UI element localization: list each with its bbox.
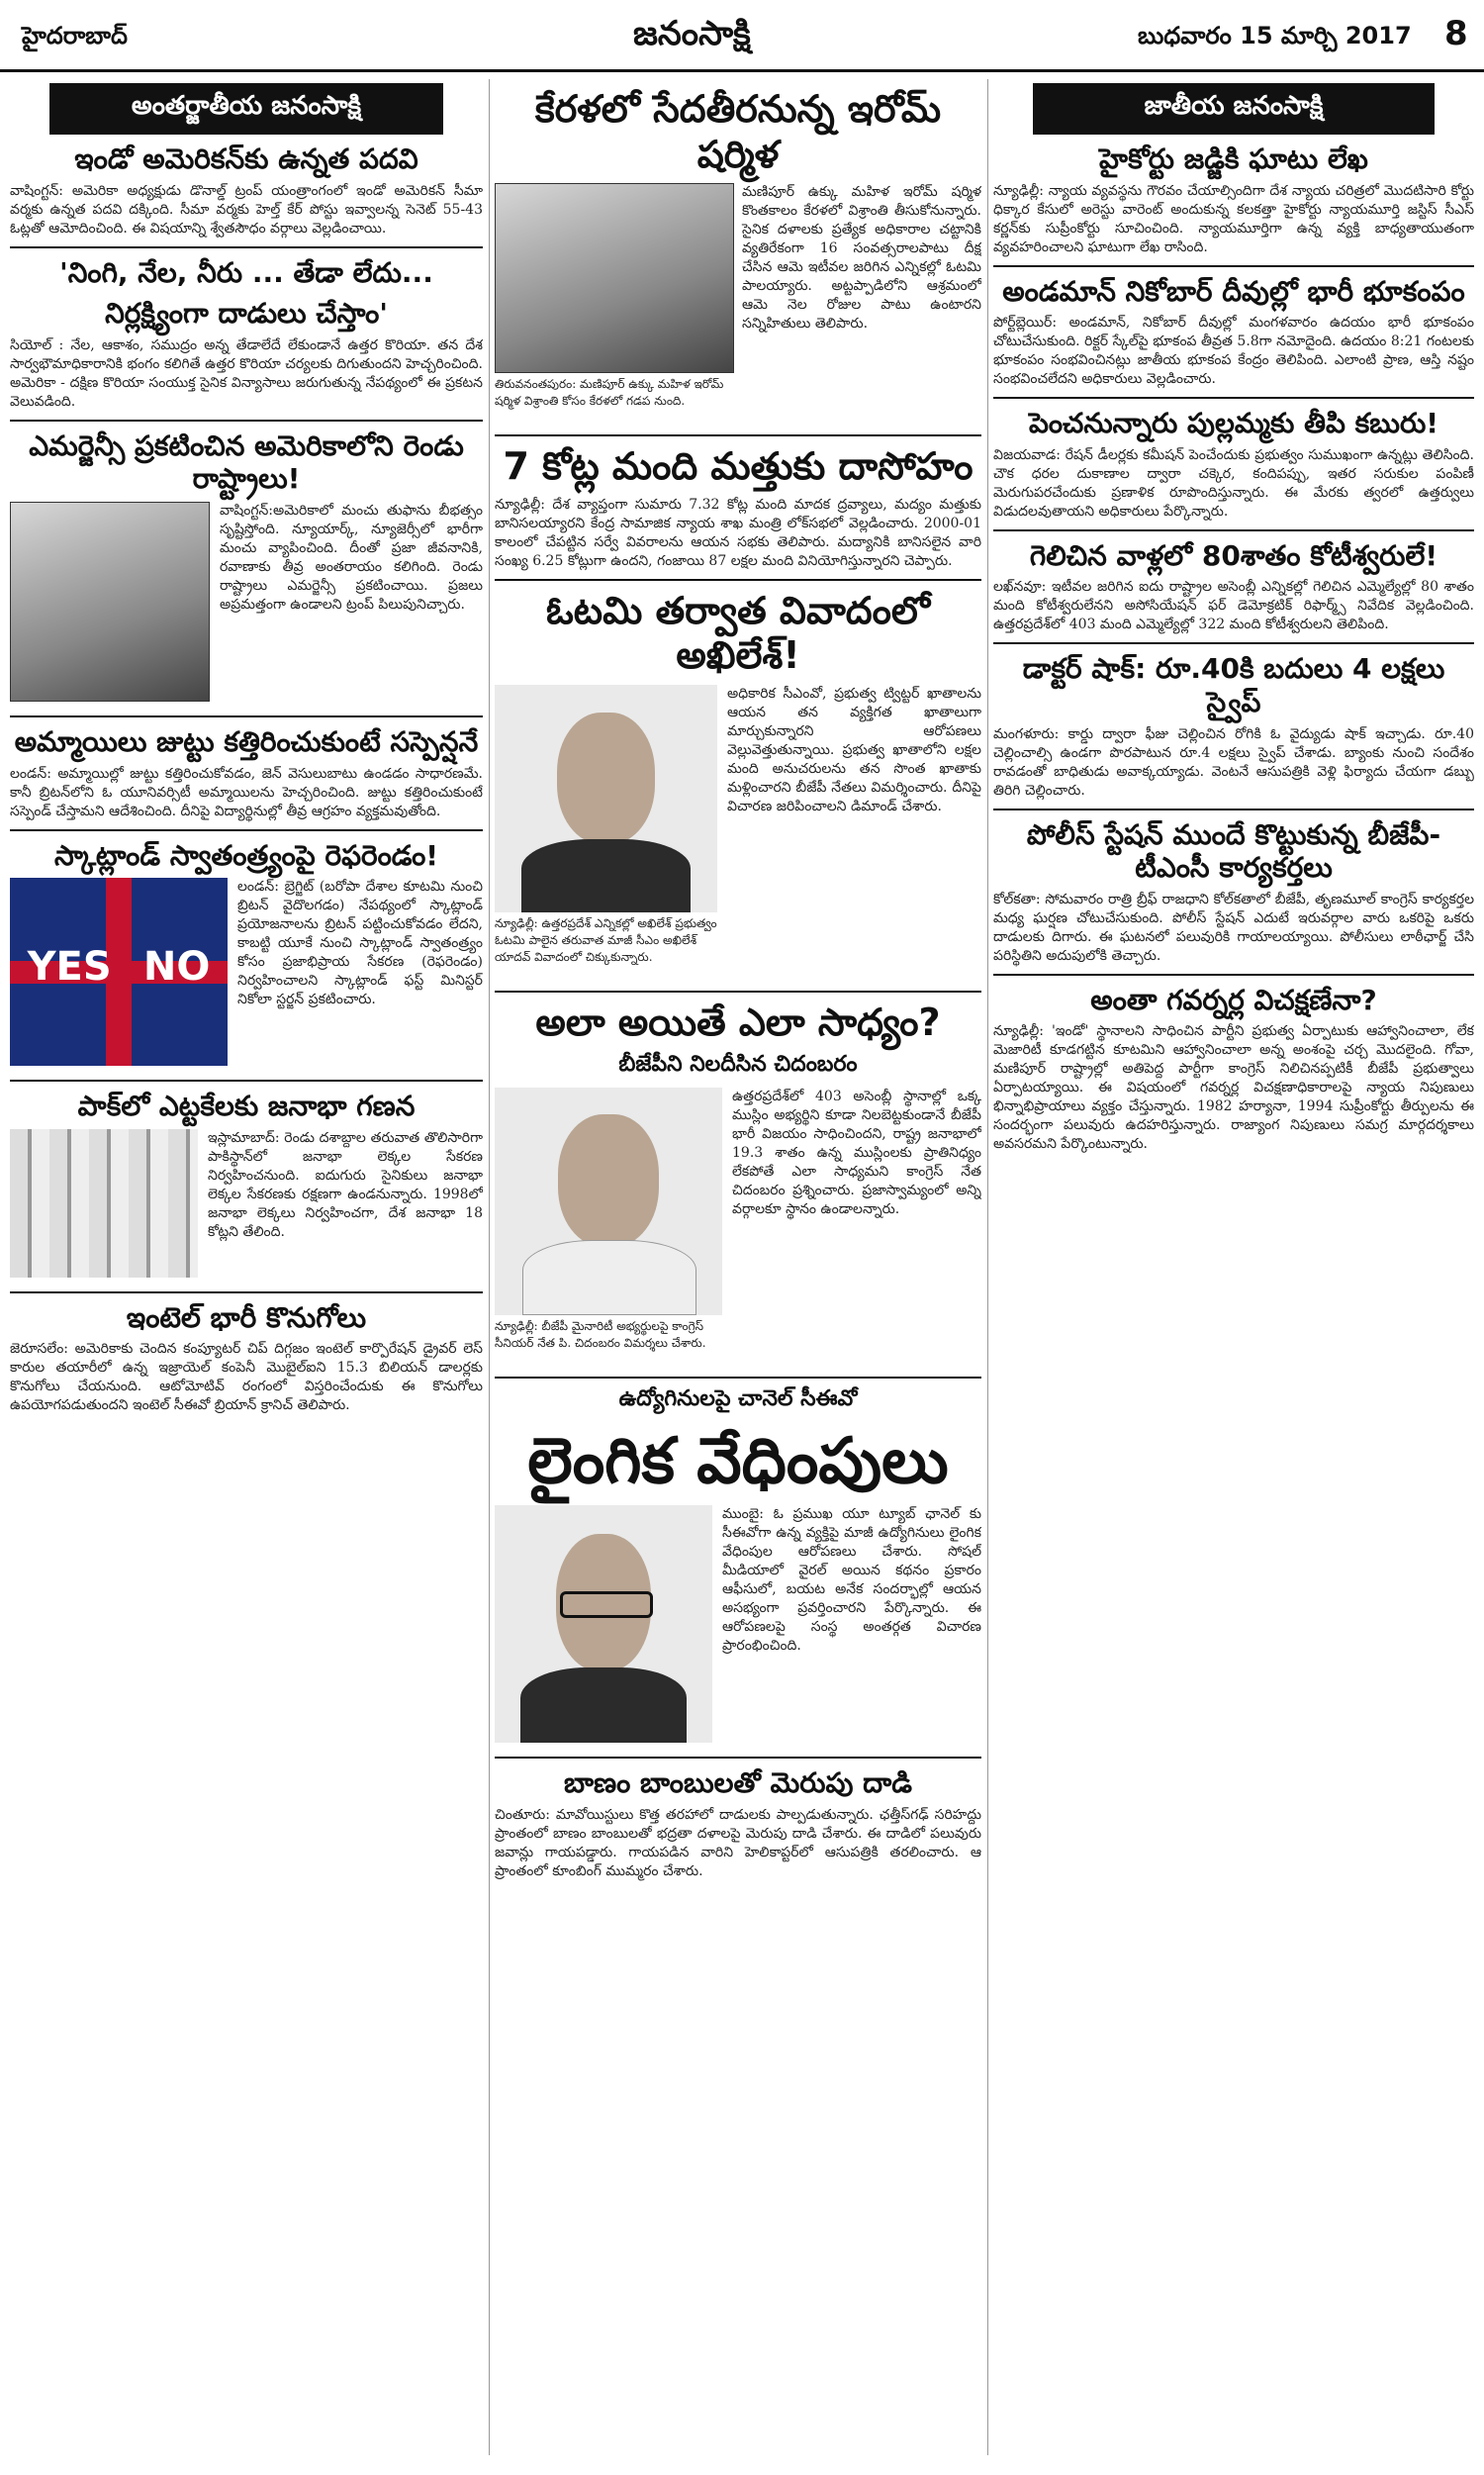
photo-block bbox=[495, 1088, 722, 1363]
divider bbox=[993, 529, 1474, 531]
divider bbox=[495, 1757, 981, 1759]
irom-sharmila-photo bbox=[495, 183, 734, 373]
article-body: ముంబై: ఓ ప్రముఖ యూ ట్యూబ్‌ ఛానెల్‌ కు సీఈవోగా ఉన్న వ్యక్తిపై మాజీ ఉద్యోగినులు లైంగిక వేధింపుల ఆరోపణలు చేశారు. సోషల్‌ మీడియాలో వైరల్‌ అయిన కథనం ప్రకారం ఆఫీసులో, బయట అనేక సందర్భాల్లో ఆయన అసభ్యంగా ప్రవర్తించారని పేర్కొన్నారు. ఈ ఆరోపణలపై సంస్థ అంతర్గత విచారణ ప్రారంభించింది. bbox=[722, 1506, 981, 1655]
column-international bbox=[10, 79, 483, 2455]
newspaper-logo: జనంసాక్షి bbox=[633, 14, 751, 53]
headline-ration-good-news: పెంచనున్నారు పుల్లమ్మకు తీపి కబురు! bbox=[1028, 407, 1439, 440]
headline-andaman-earthquake: అండమాన్‌ నికోబార్‌ దీవుల్లో భారీ భూకంపం bbox=[1002, 274, 1465, 308]
headline-haircut-suspension: అమ్మాయిలు జుట్టు కత్తిరించుకుంటే సస్పెన్షనే bbox=[14, 724, 479, 758]
photo-caption: న్యూఢిల్లీ: ఉత్తరప్రదేశ్‌ ఎన్నికల్లో అఖిలేశ్‌ ప్రభుత్వం ఓటమి పాలైన తరువాత మాజీ సీఎం అఖిలేశ్‌ యాదవ్‌ వివాదంలో చిక్కుకున్నారు. bbox=[495, 915, 717, 964]
snowstorm-photo bbox=[10, 502, 210, 702]
chidambaram-photo bbox=[495, 1088, 722, 1315]
divider bbox=[993, 397, 1474, 399]
divider bbox=[495, 1377, 981, 1379]
photo-block bbox=[495, 685, 717, 977]
headline-chidambaram: అలా అయితే ఎలా సాధ్యం? bbox=[535, 1000, 941, 1044]
section-heading-national: జాతీయ జనంసాక్షి bbox=[1033, 83, 1435, 135]
headline-addiction: 7 కోట్ల మంది మత్తుకు దాసోహం bbox=[503, 444, 974, 489]
no-label: NO bbox=[142, 943, 211, 990]
article-body: లండన్‌: అమ్మాయిల్లో జుట్టు కత్తిరించుకోవడం, జెన్‌ వెసులుబాటు ఉండడం సాధారణమే. కానీ బ్రిటన్‌లోని ఓ యూనివర్సిటీ అమ్మాయిలను హెచ్చరించింది. జుట్టు కత్తిరించుకుంటే సస్పెండ్‌ చేస్తామని ఆదేశించింది. దీనిపై విద్యార్థినుల్లో తీవ్ర ఆగ్రహం వ్యక్తమవుతోంది. bbox=[10, 765, 483, 819]
divider bbox=[495, 991, 981, 993]
article-body: న్యూఢిల్లీ: 'ఇండో' స్థానాలని సాధించిన పార్టీని ప్రభుత్వ ఏర్పాటుకు ఆహ్వానించాలా, లేక మెజారిటీ కూడగట్టిన కూటమిని ఆహ్వానించాలా అన్న అంశంపై చర్చ మొదలైంది. గోవా, మణిపూర్‌ రాష్ట్రాల్లో అతిపెద్ద పార్టీగా కాంగ్రెస్‌ నిలిచినప్పటికీ బీజేపీ ప్రభుత్వాలు ఏర్పాటయ్యాయి. ఈ విషయంలో గవర్నర్ల విచక్షణాధికారాలపై న్యాయ నిపుణులు భిన్నాభిప్రాయాలు వ్యక్తం చేస్తున్నారు. 1982 హర్యానా, 1994 సుప్రీంకోర్టు తీర్పులను ఈ సందర్భంగా పలువురు ఉదహరిస్తున్నారు. రాజ్యాంగ నిపుణులు సమగ్ర మార్గదర్శకాలు అవసరమని పేర్కొంటున్నారు. bbox=[993, 1023, 1474, 1153]
column-divider bbox=[987, 79, 988, 2455]
headline-governor-discretion: అంతా గవర్నర్ల విచక్షణేనా? bbox=[1090, 983, 1377, 1016]
issue-date: బుధవారం 15 మార్చి 2017 bbox=[1138, 22, 1412, 49]
divider bbox=[10, 829, 483, 831]
divider bbox=[993, 809, 1474, 810]
crowd-photo bbox=[10, 1129, 198, 1278]
article-body: జెరూసలేం: అమెరికాకు చెందిన కంప్యూటర్‌ చిప్‌ దిగ్గజం ఇంటెల్‌ కార్పొరేషన్‌ డ్రైవర్‌ లెస్‌ కారుల తయారీలో ఉన్న ఇజ్రాయెల్‌ కంపెనీ మొబైల్‌ఐని 15.3 బిలియన్‌ డాలర్లకు కొనుగోలు చేయనుంది. ఆటోమోటివ్‌ రంగంలో విస్తరించేందుకు ఈ కొనుగోలు ఉపయోగపడుతుందని ఇంటెల్‌ సీఈవో బ్రియాన్‌ క్రానిచ్‌ తెలిపారు. bbox=[10, 1341, 483, 1414]
divider bbox=[10, 715, 483, 717]
headline-us-emergency: ఎమర్జెన్సీ ప్రకటించిన అమెరికాలోని రెండు రాష్ట్రాలు! bbox=[29, 428, 464, 496]
article-body: విజయవాడ: రేషన్‌ డీలర్లకు కమీషన్‌ పెంచేందుకు ప్రభుత్వం సుముఖంగా ఉన్నట్లు తెలిసింది. చౌక ధరల దుకాణాల ద్వారా చక్కెర, కందిపప్పు, ఇతర సరుకుల పంపిణీ మెరుగుపరచేందుకు ప్రణాళిక రూపొందిస్తున్నారు. ఈ మేరకు త్వరలో ఉత్తర్వులు విడుదలవుతాయని అధికారులు పేర్కొన్నారు. bbox=[993, 446, 1474, 520]
divider bbox=[10, 1080, 483, 1082]
ceo-photo bbox=[495, 1505, 712, 1743]
divider bbox=[993, 642, 1474, 644]
photo-caption: న్యూఢిల్లీ: బీజేపీ మైనారిటీ అభ్యర్థులపై కాంగ్రెస్‌ సీనియర్‌ నేత పి. చిదంబరం విమర్శలు చేశారు. bbox=[495, 1318, 706, 1350]
headline-doctor-swipe: డాక్టర్‌ షాక్‌: రూ.40కి బదులు 4 లక్షలు స్వైప్‌ bbox=[1022, 652, 1445, 718]
article-body: వాషింగ్టన్‌: అమెరికా అధ్యక్షుడు డొనాల్డ్‌ ట్రంప్‌ యంత్రాంగంలో ఇండో అమెరికన్‌ సీమా వర్మకు ఉన్నత పదవి దక్కింది. సీమా వర్మకు హెల్త్‌ కేర్‌ పోస్టు ఇవ్వాలన్న సెనెట్‌ 55-43 ఓట్లతో ఆమోదించింది. ఈ విషయాన్ని శ్వేతసౌధం వర్గాలు వెల్లడించాయి. bbox=[10, 182, 483, 237]
headline-akhilesh: ఓటమి తర్వాత వివాదంలో అఖిలేశ్‌! bbox=[546, 588, 930, 678]
headline-north-korea: 'నింగి, నేల, నీరు ... తేడా లేదు... bbox=[59, 255, 433, 289]
headline-intel-acquisition: ఇంటెల్‌ భారీ కొనుగోలు bbox=[126, 1300, 367, 1334]
headline-bjp-tmc-clash: పోలీస్‌ స్టేషన్‌ ముందే కొట్టుకున్న బీజేపీ-టీఎంసీ కార్యకర్తలు bbox=[1026, 817, 1441, 885]
subheadline-chidambaram: బీజేపీని నిలదీసిన చిదంబరం bbox=[618, 1051, 858, 1077]
column-national bbox=[993, 79, 1474, 2455]
kicker-ceo-harassment: ఉద్యోగినులపై చానెల్‌ సీఈవో bbox=[618, 1385, 858, 1411]
divider bbox=[495, 579, 981, 581]
divider bbox=[10, 420, 483, 422]
article-body: లండన్‌: బ్రెగ్జిట్‌ (బరోపా దేశాల కూటమి నుంచి బ్రిటన్‌ వైదొలగడం) నేపథ్యంలో స్కాట్లాండ్‌ ప్రయోజనాలను బ్రిటన్‌ పట్టించుకోవడం లేదని, కాబట్టి యూకే నుంచి స్కాట్లాండ్‌ స్వాతంత్ర్యం కోసం ప్రజాభిప్రాయ సేకరణ (రెఫరెండం) నిర్వహించాలని స్కాట్లాండ్‌ ఫస్ట్‌ మినిస్టర్‌ నికోలా స్టర్జన్‌ ప్రకటించారు. bbox=[237, 879, 483, 1008]
headline-indo-american: ఇండో అమెరికన్‌కు ఉన్నత పదవి bbox=[74, 143, 418, 175]
article-body: మంగళూరు: కార్డు ద్వారా ఫీజు చెల్లించిన రోగికి ఓ వైద్యుడు షాక్‌ ఇచ్చాడు. రూ.40 చెల్లించాల్సి ఉండగా పొరపాటున రూ.4 లక్షలు స్వైప్‌ చేశాడు. బ్యాంకు నుంచి సందేశం రావడంతో బాధితుడు అవాక్కయ్యాడు. వెంటనే ఆసుపత్రికి వెళ్లి ఫిర్యాదు చేయగా డబ్బు తిరిగి చెల్లించారు. bbox=[993, 725, 1474, 799]
subheadline-north-korea: నిర్లక్ష్యింగా దాడులు చేస్తాం' bbox=[105, 297, 388, 331]
headline-maoist-attack: బాణం బాంబులతో మెరుపు దాడి bbox=[563, 1766, 913, 1800]
union-jack-yes-no-image bbox=[10, 878, 228, 1066]
page-number: 8 bbox=[1444, 14, 1468, 53]
headline-high-court-letter: హైకోర్టు జడ్జికి ఘాటు లేఖ bbox=[1099, 143, 1368, 175]
column-center bbox=[495, 79, 981, 2455]
masthead bbox=[0, 0, 1484, 72]
photo-block bbox=[495, 183, 732, 421]
article-body: సియోల్‌ : నేల, ఆకాశం, సముద్రం అన్న తేడాలేదే లేకుండానే ఉత్తర కొరియా. తన దేశ సార్వభౌమాధికారానికి భంగం కలిగితే ఉత్తర కొరియా చర్యలకు దిగుతుందని హెచ్చరించింది. అమెరికా - దక్షిణ కొరియా సంయుక్త సైనిక విన్యాసాలు జరుగుతున్న నేపథ్యంలో ఈ ప్రకటన వెలువడింది. bbox=[10, 336, 483, 410]
article-body: చింతూరు: మావోయిస్టులు కొత్త తరహాలో దాడులకు పాల్పడుతున్నారు. ఛత్తీస్‌గఢ్‌ సరిహద్దు ప్రాంతంలో బాణం బాంబులతో భద్రతా దళాలపై మెరుపు దాడి చేశారు. ఈ దాడిలో పలువురు జవాన్లు గాయపడ్డారు. గాయపడిన వారిని హెలికాప్టర్‌లో ఆసుపత్రికి తరలించారు. ఆ ప్రాంతంలో కూంబింగ్‌ ముమ్మరం చేశారు. bbox=[495, 1806, 981, 1879]
headline-pakistan-census: పాక్‌లో ఎట్టకేలకు జనాభా గణన bbox=[77, 1090, 416, 1123]
divider bbox=[495, 434, 981, 436]
section-heading-international: అంతర్జాతీయ జనంసాక్షి bbox=[49, 83, 443, 135]
article-body: న్యూఢిల్లీ: దేశ వ్యాప్తంగా సుమారు 7.32 కోట్ల మంది మాదక ద్రవ్యాలు, మద్యం మత్తుకు బానిసలయ్యారని కేంద్ర సామాజిక న్యాయ శాఖ మంత్రి లోక్‌సభలో వెల్లడించారు. 2000-01 కాలంలో చేపట్టిన సర్వే వివరాలను ఆయన సభకు తెలిపారు. మద్యానికి బానిసలైన వారి సంఖ్య 6.25 కోట్లుగా ఉందని, గంజాయి 87 లక్షల మంది వినియోగిస్తున్నారని చెప్పారు. bbox=[495, 496, 981, 569]
article-body: న్యూఢిల్లీ: న్యాయ వ్యవస్థను గౌరవం చేయాల్సిందిగా దేశ న్యాయ చరిత్రలో మొదటిసారి కోర్టు ధిక్కార కేసులో అరెస్టు వారెంట్‌ అందుకున్న కలకత్తా హైకోర్టు న్యాయమూర్తి జస్టిస్‌ సీఎస్‌ కర్ణన్‌కు సుప్రీంకోర్టు సూచించింది. న్యాయమూర్తిగా ఉన్న వ్యక్తి బాధ్యతాయుతంగా వ్యవహరించాలని ఘాటుగా లేఖ రాసింది. bbox=[993, 182, 1474, 255]
divider bbox=[993, 265, 1474, 267]
article-body: పోర్ట్‌బ్లెయిర్‌: అండమాన్‌, నికోబార్‌ దీవుల్లో మంగళవారం ఉదయం భారీ భూకంపం చోటుచేసుకుంది. రిక్టర్‌ స్కేల్‌పై భూకంప తీవ్రత 5.8గా నమోదైంది. ఉదయం 8:21 గంటలకు భూకంపం సంభవించినట్లు జాతీయ భూకంప కేంద్రం తెలిపింది. ఎలాంటి ప్రాణ, ఆస్తి నష్టం సంభవించలేదని అధికారులు వెల్లడించారు. bbox=[993, 315, 1474, 388]
article-body: మణిపూర్‌ ఉక్కు మహిళ ఇరోమ్‌ షర్మిళ కొంతకాలం కేరళలో విశ్రాంతి తీసుకోనున్నారు. సైనిక దళాలకు ప్రత్యేక అధికారాల చట్టానికి వ్యతిరేకంగా 16 సంవత్సరాలపాటు దీక్ష చేసిన ఆమె ఇటీవల జరిగిన ఎన్నికల్లో ఓటమి పాలయ్యారు. అట్టప్పాడిలోని ఆశ్రమంలో ఆమె నెల రోజుల పాటు ఉంటారని సన్నిహితులు తెలిపారు. bbox=[742, 184, 981, 333]
headline-scotland-referendum: స్కాట్లాండ్‌ స్వాతంత్ర్యంపై రెఫరెండం! bbox=[53, 838, 439, 872]
headline-irom-sharmila: కేరళలో సేదతీరనున్న ఇరోమ్‌ షర్మిళ bbox=[534, 87, 942, 176]
city-name: హైదరాబాద్ bbox=[22, 22, 128, 49]
divider bbox=[10, 1291, 483, 1293]
divider bbox=[993, 974, 1474, 976]
yes-label: YES bbox=[27, 943, 112, 990]
article-body: వాషింగ్టన్‌:అమెరికాలో మంచు తుఫాను బీభత్సం సృష్టిస్తోంది. న్యూయార్క్‌, న్యూజెర్సీలో భారీగా మంచు వ్యాపించింది. దీంతో ప్రజా జీవనానికి, రవాణాకు తీవ్ర అంతరాయం కలిగింది. రెండు రాష్ట్రాలు ఎమర్జెన్సీ ప్రకటించాయి. ప్రజలు అప్రమత్తంగా ఉండాలని ట్రంప్‌ పిలుపునిచ్చారు. bbox=[220, 502, 483, 613]
divider bbox=[10, 246, 483, 248]
akhilesh-yadav-photo bbox=[495, 685, 717, 912]
article-body: అధికారిక సీఎంవో, ప్రభుత్వ ట్విట్టర్‌ ఖాతాలను ఆయన తన వ్యక్తిగత ఖాతాలుగా మార్చుకున్నారని ఆరోపణలు వెల్లువెత్తుతున్నాయి. ప్రభుత్వ ఖాతాలోని లక్షల మంది అనుచరులను తన సొంత ఖాతాకు మళ్లించారని బీజేపీ నేతలు విమర్శించారు. దీనిపై విచారణ జరిపించాలని డిమాండ్‌ చేశారు. bbox=[727, 685, 981, 814]
headline-sexual-harassment: లైంగిక వేధింపులు bbox=[527, 1424, 949, 1498]
article-body: ఉత్తరప్రదేశ్‌లో 403 అసెంబ్లీ స్థానాల్లో ఒక్క ముస్లిం అభ్యర్థిని కూడా నిలబెట్టకుండానే బీజేపీ భారీ విజయం సాధించిందని, రాష్ట్ర జనాభాలో 19.3 శాతం ఉన్న ముస్లింలకు ప్రాతినిధ్యం లేకపోతే ఎలా సాధ్యమని కాంగ్రెస్‌ నేత చిదంబరం ప్రశ్నించారు. ప్రజాస్వామ్యంలో అన్ని వర్గాలకూ స్థానం ఉండాలన్నారు. bbox=[732, 1088, 981, 1217]
article-body: ఇస్లామాబాద్‌: రెండు దశాబ్దాల తరువాత తొలిసారిగా పాకిస్థాన్‌లో జనాభా లెక్కల సేకరణ నిర్వహించనుంది. ఐదుగురు సైనికులు జనాభా లెక్కల సేకరణకు రక్షణగా ఉండనున్నారు. 1998లో జనాభా లెక్కలు నిర్వహించగా, దేశ జనాభా 18 కోట్లని తేలింది. bbox=[208, 1129, 483, 1240]
article-body: కోల్‌కతా: సోమవారం రాత్రి బ్రీఫ్‌ రాజధాని కోల్‌కతాలో బీజేపీ, తృణమూల్‌ కాంగ్రెస్‌ కార్యకర్తల మధ్య ఘర్షణ చోటుచేసుకుంది. పోలీస్‌ స్టేషన్‌ ఎదుటే ఇరువర్గాల వారు ఒకరిపై ఒకరు దాడులకు దిగారు. ఈ ఘటనలో పలువురికి గాయాలయ్యాయి. పోలీసులు లాఠీఛార్జ్‌ చేసి పరిస్థితిని అదుపులోకి తెచ్చారు. bbox=[993, 891, 1474, 964]
article-body: లఖ్‌నవూ: ఇటీవల జరిగిన ఐదు రాష్ట్రాల అసెంబ్లీ ఎన్నికల్లో గెలిచిన ఎమ్మెల్యేల్లో 80 శాతం మంది కోటీశ్వరులేనని అసోసియేషన్‌ ఫర్‌ డెమోక్రటిక్‌ రిఫార్మ్స్‌ నివేదిక వెల్లడించింది. ఉత్తరప్రదేశ్‌లో 403 మంది ఎమ్మెల్యేల్లో 322 మంది కోటీశ్వరులని తెలిపింది. bbox=[993, 579, 1474, 633]
headline-crorepati-mlas: గెలిచిన వాళ్లలో 80శాతం కోటీశ్వరులే! bbox=[1029, 538, 1438, 572]
column-divider bbox=[489, 79, 490, 2455]
photo-caption: తిరువనంతపురం: మణిపూర్‌ ఉక్కు మహిళ ఇరోమ్‌ షర్మిళ విశ్రాంతి కోసం కేరళలో గడప నుంది. bbox=[495, 377, 724, 409]
